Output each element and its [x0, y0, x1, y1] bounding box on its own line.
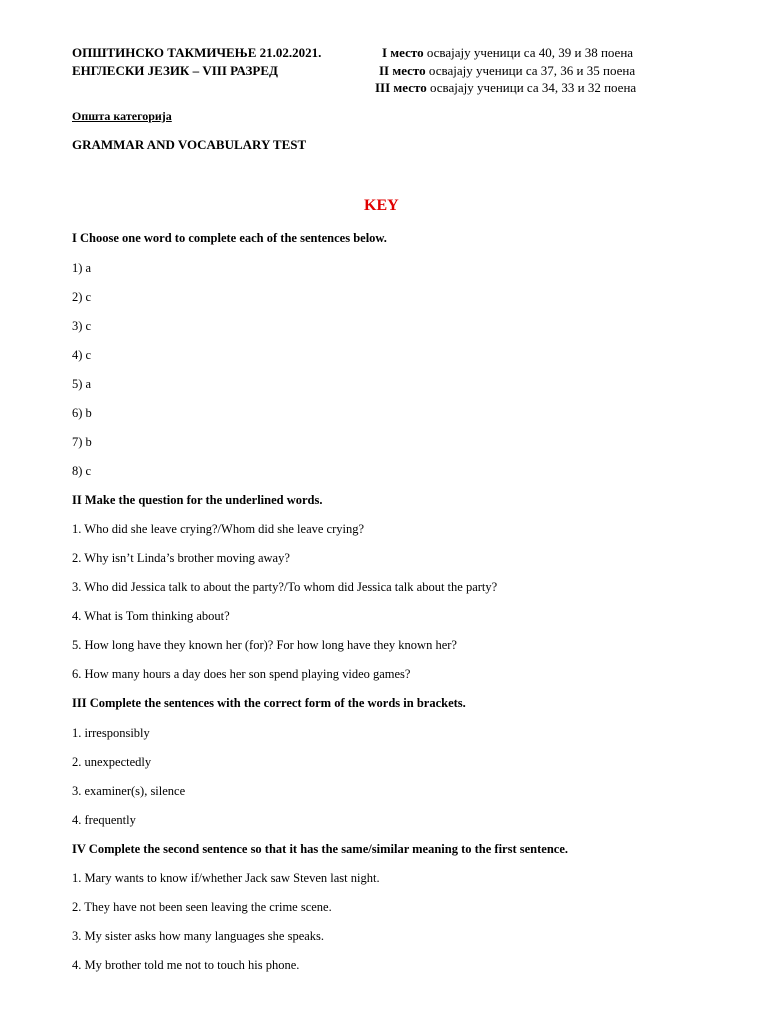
- category-label: Општа категорија: [72, 109, 172, 123]
- place-line-3: [375, 80, 636, 96]
- place-line-1: [382, 45, 633, 61]
- place-label-3: III место: [375, 80, 427, 95]
- section-1-answer: 6) b: [72, 406, 92, 420]
- section-3-answer: 4. frequently: [72, 813, 136, 827]
- section-3-answer: 2. unexpectedly: [72, 755, 152, 769]
- section-1-answer: 3) c: [72, 319, 92, 333]
- section-4-answer: 4. My brother told me not to touch his phone.: [72, 958, 300, 972]
- section-2-title: II Make the question for the underlined words.: [72, 493, 323, 507]
- section-1-title: I Choose one word to complete each of the sentences below.: [72, 231, 387, 245]
- section-4-title: IV Complete the second sentence so that it has the same/similar meaning to the first sentence.: [72, 842, 569, 856]
- section-1-answer: 5) a: [72, 377, 92, 391]
- section-2-answer: 6. How many hours a day does her son spend playing video games?: [72, 667, 411, 681]
- section-2-answer: 5. How long have they known her (for)? For how long have they known her?: [72, 638, 457, 652]
- section-1-answer: 8) c: [72, 464, 92, 478]
- section-3-answer: 3. examiner(s), silence: [72, 784, 186, 798]
- place-text-2: освајају ученици са 37, 36 и 35 поена: [425, 63, 636, 78]
- section-4-answer: 3. My sister asks how many languages she speaks.: [72, 929, 325, 943]
- section-1-answer: 7) b: [72, 435, 92, 449]
- test-title: GRAMMAR AND VOCABULARY TEST: [72, 137, 307, 152]
- section-1-answer: 4) c: [72, 348, 92, 362]
- section-2-answer: 3. Who did Jessica talk to about the party?/To whom did Jessica talk about the party?: [72, 580, 498, 594]
- section-1-answer: 2) c: [72, 290, 92, 304]
- place-text-3: освајају ученици са 34, 33 и 32 поена: [426, 80, 637, 95]
- key-heading: KEY: [364, 197, 399, 214]
- place-label-1: I место: [382, 45, 424, 60]
- competition-subject: ЕНГЛЕСКИ ЈЕЗИК – VIII РАЗРЕД: [72, 63, 278, 78]
- section-2-answer: 4. What is Tom thinking about?: [72, 609, 230, 623]
- competition-title: ОПШТИНСКО ТАКМИЧЕЊЕ 21.02.2021.: [72, 45, 322, 60]
- section-2-answer: 1. Who did she leave crying?/Whom did she leave crying?: [72, 522, 365, 536]
- section-1-answer: 1) a: [72, 261, 92, 275]
- section-3-title: III Complete the sentences with the correct form of the words in brackets.: [72, 696, 466, 710]
- section-4-answer: 2. They have not been seen leaving the crime scene.: [72, 900, 332, 914]
- section-4-answer: 1. Mary wants to know if/whether Jack saw Steven last night.: [72, 871, 380, 885]
- section-2-answer: 2. Why isn’t Linda’s brother moving away?: [72, 551, 290, 565]
- section-3-answer: 1. irresponsibly: [72, 726, 150, 740]
- place-label-2: II место: [379, 63, 426, 78]
- place-text-1: освајају ученици са 40, 39 и 38 поена: [423, 45, 634, 60]
- place-line-2: [379, 63, 635, 79]
